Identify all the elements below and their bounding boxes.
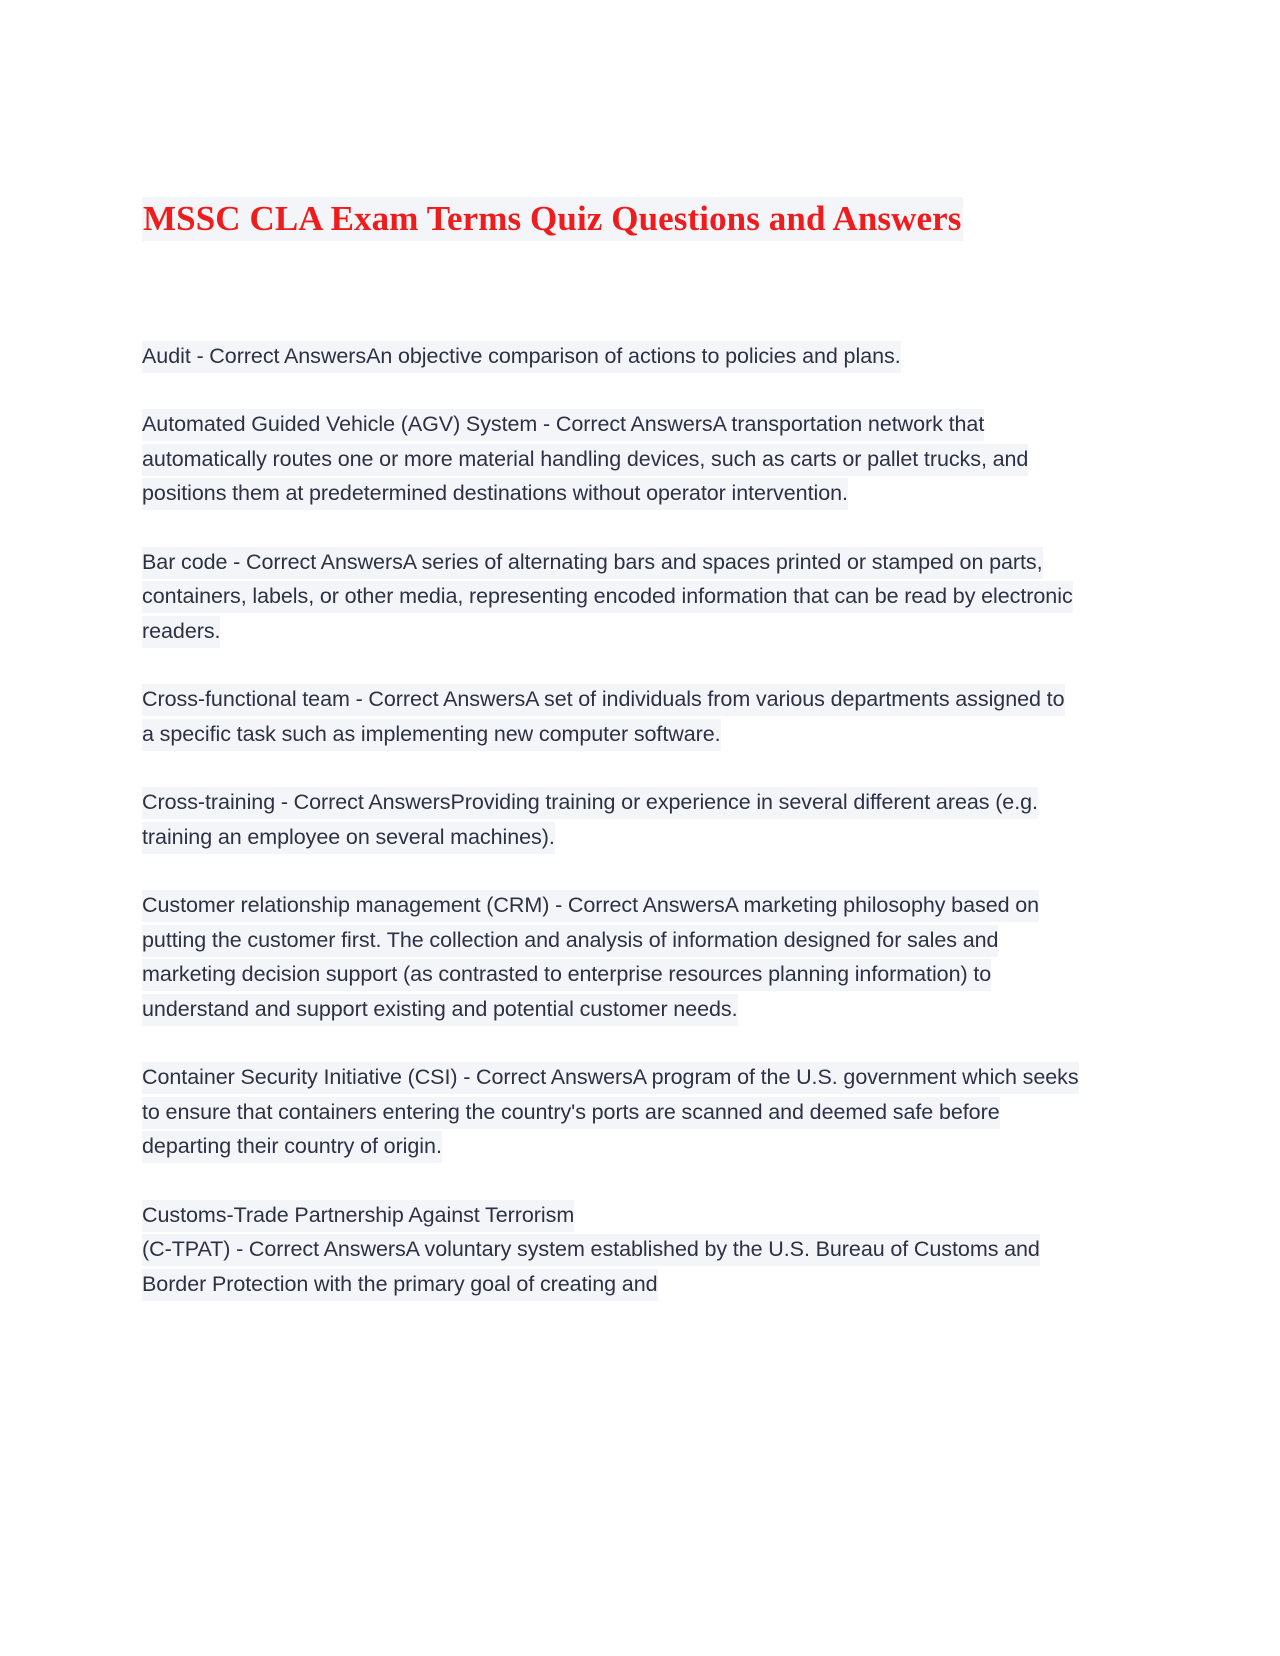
terms-list — [142, 339, 1082, 1302]
term-entry-text: Audit - Correct AnswersAn objective comparison of actions to policies and plans. — [142, 341, 901, 373]
page-title-text: MSSC CLA Exam Terms Quiz Questions and Answers — [142, 197, 963, 241]
document-content — [142, 196, 1082, 1301]
term-entry-text: (C-TPAT) - Correct AnswersA voluntary system established by the U.S. Bureau of Customs and Border Protection with the primary goal of creating and — [142, 1234, 1040, 1301]
term-entry-bar-code — [142, 545, 1082, 649]
term-entry-cross-training — [142, 785, 1082, 854]
term-entry-text: Customer relationship management (CRM) - Correct AnswersA marketing philosophy based on putting the customer first. The collection and analysis of information designed for sales and marketing decision support (as contrasted to enterprise resources planning information) to understand and support existing and potential customer needs. — [142, 890, 1039, 1026]
term-entry-crm — [142, 888, 1082, 1026]
term-entry-text: Bar code - Correct AnswersA series of alternating bars and spaces printed or stamped on parts, containers, labels, or other media, representing encoded information that can be read by electronic readers. — [142, 547, 1073, 648]
term-entry-text: Cross-functional team - Correct AnswersA set of individuals from various departments assigned to a specific task such as implementing new computer software. — [142, 684, 1065, 751]
term-entry-c-tpat — [142, 1198, 1082, 1302]
term-entry-text: Container Security Initiative (CSI) - Correct AnswersA program of the U.S. government which seeks to ensure that containers entering the country's ports are scanned and deemed safe before departing their country of origin. — [142, 1062, 1079, 1163]
term-entry-audit — [142, 339, 1082, 374]
term-entry-agv-system — [142, 407, 1082, 511]
term-entry-cross-functional-team — [142, 682, 1082, 751]
term-entry-text: Automated Guided Vehicle (AGV) System - Correct AnswersA transportation network that automatically routes one or more material handling devices, such as carts or pallet trucks, and positions them at predetermined destinations without operator intervention. — [142, 409, 1028, 510]
term-entry-csi — [142, 1060, 1082, 1164]
page-title — [142, 196, 1082, 243]
term-entry-heading-line: Customs-Trade Partnership Against Terrorism — [142, 1200, 574, 1232]
term-entry-text: Cross-training - Correct AnswersProviding training or experience in several different areas (e.g. training an employee on several machines). — [142, 787, 1038, 854]
title-spacer — [142, 243, 1082, 339]
